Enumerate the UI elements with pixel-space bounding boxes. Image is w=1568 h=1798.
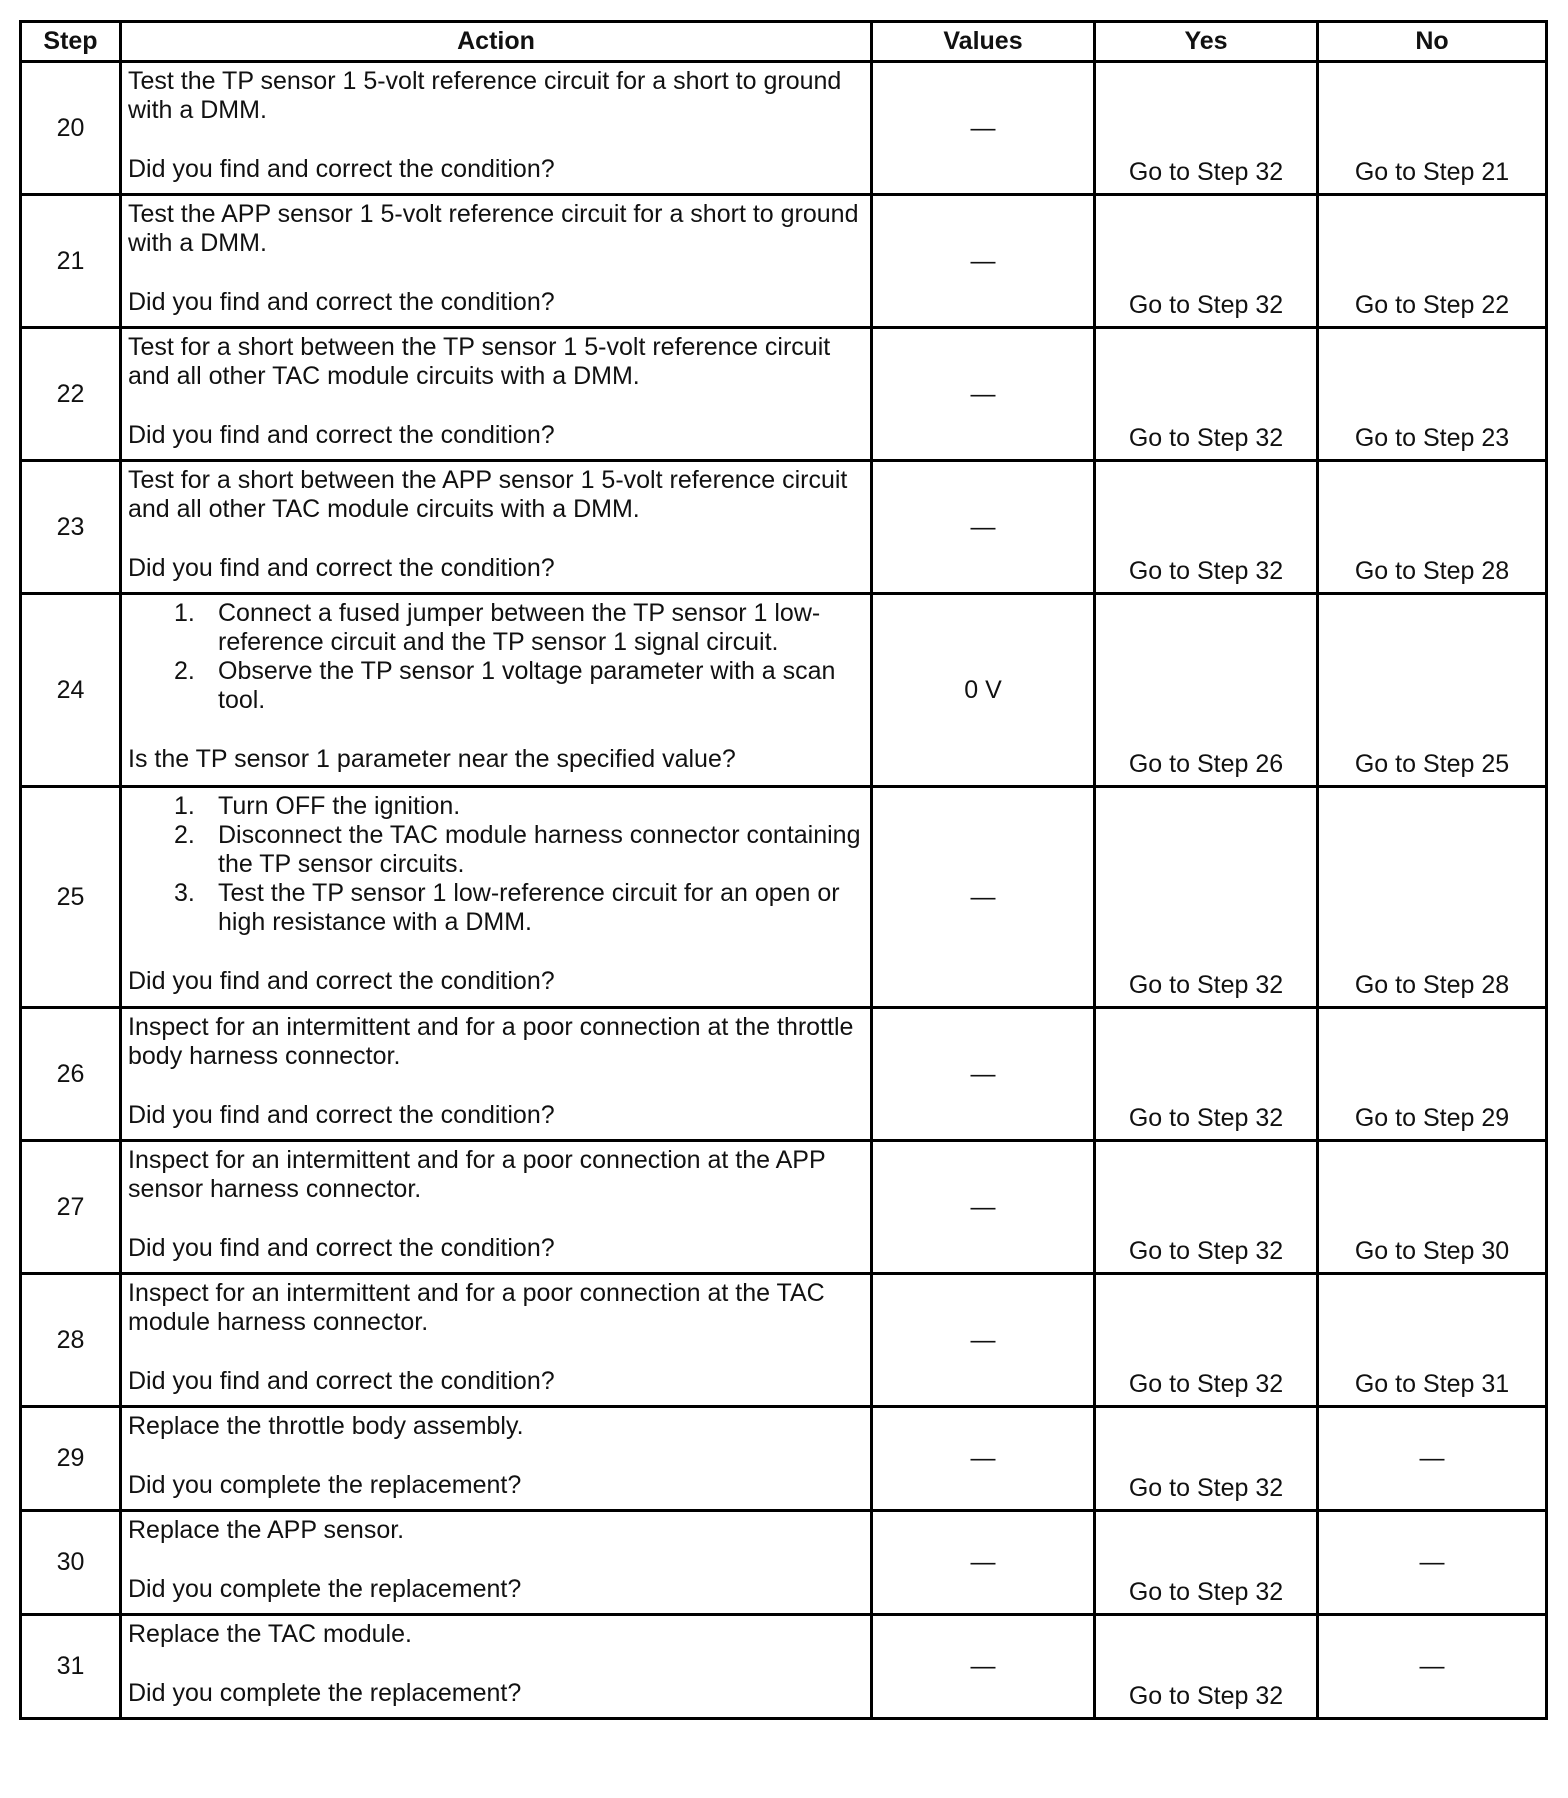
action-text: Test for a short between the APP sensor 1 5-volt reference circuit and all other TAC module circuits with a DMM. <box>128 466 848 523</box>
step-number: 24 <box>21 594 121 787</box>
no-cell: — <box>1318 1407 1547 1511</box>
value-cell: — <box>872 1615 1095 1719</box>
no-cell: Go to Step 31 <box>1318 1274 1547 1407</box>
action-cell <box>121 461 872 594</box>
action-question: Did you find and correct the condition? <box>128 155 555 183</box>
value-cell: 0 V <box>872 594 1095 787</box>
action-text: Replace the TAC module. <box>128 1620 412 1648</box>
action-question: Did you find and correct the condition? <box>128 421 555 449</box>
step-number: 29 <box>21 1407 121 1511</box>
action-text: Replace the APP sensor. <box>128 1516 405 1544</box>
yes-cell: Go to Step 32 <box>1095 328 1318 461</box>
step-number: 20 <box>21 62 121 195</box>
step-number: 31 <box>21 1615 121 1719</box>
action-step-item: Disconnect the TAC module harness connector containing the TP sensor circuits. <box>218 821 861 878</box>
no-cell: Go to Step 28 <box>1318 461 1547 594</box>
action-question: Did you complete the replacement? <box>128 1471 522 1499</box>
action-cell <box>121 1407 872 1511</box>
table-row <box>21 1141 1547 1274</box>
yes-cell: Go to Step 32 <box>1095 1141 1318 1274</box>
action-question: Did you find and correct the condition? <box>128 1101 555 1129</box>
header-step: Step <box>21 22 121 62</box>
header-no: No <box>1318 22 1547 62</box>
action-question: Did you find and correct the condition? <box>128 1234 555 1262</box>
table-row <box>21 787 1547 1008</box>
diagnostic-table <box>19 20 1548 1720</box>
action-question: Is the TP sensor 1 parameter near the specified value? <box>128 745 736 773</box>
action-cell <box>121 62 872 195</box>
value-cell: — <box>872 461 1095 594</box>
step-number: 21 <box>21 195 121 328</box>
yes-cell: Go to Step 32 <box>1095 1407 1318 1511</box>
action-step-item: Observe the TP sensor 1 voltage parameter with a scan tool. <box>218 657 836 714</box>
value-cell: — <box>872 328 1095 461</box>
table-row <box>21 461 1547 594</box>
table-row <box>21 195 1547 328</box>
action-question: Did you complete the replacement? <box>128 1575 522 1603</box>
action-step-item: Connect a fused jumper between the TP sensor 1 low-reference circuit and the TP sensor 1 signal circuit. <box>218 599 821 656</box>
table-row <box>21 62 1547 195</box>
action-text: Test the TP sensor 1 5-volt reference circuit for a short to ground with a DMM. <box>128 67 842 124</box>
action-steps-list <box>128 792 864 937</box>
action-cell <box>121 787 872 1008</box>
table-row <box>21 1407 1547 1511</box>
step-number: 26 <box>21 1008 121 1141</box>
action-cell <box>121 1615 872 1719</box>
yes-cell: Go to Step 32 <box>1095 1615 1318 1719</box>
action-cell <box>121 195 872 328</box>
no-cell: — <box>1318 1511 1547 1615</box>
yes-cell: Go to Step 32 <box>1095 62 1318 195</box>
header-yes: Yes <box>1095 22 1318 62</box>
value-cell: — <box>872 787 1095 1008</box>
no-cell: — <box>1318 1615 1547 1719</box>
value-cell: — <box>872 62 1095 195</box>
value-cell: — <box>872 1008 1095 1141</box>
yes-cell: Go to Step 32 <box>1095 1008 1318 1141</box>
action-text: Replace the throttle body assembly. <box>128 1412 524 1440</box>
yes-cell: Go to Step 32 <box>1095 1511 1318 1615</box>
no-cell: Go to Step 25 <box>1318 594 1547 787</box>
step-number: 30 <box>21 1511 121 1615</box>
yes-cell: Go to Step 32 <box>1095 1274 1318 1407</box>
action-step-item: Test the TP sensor 1 low-reference circuit for an open or high resistance with a DMM. <box>218 879 840 936</box>
value-cell: — <box>872 195 1095 328</box>
table-row <box>21 1274 1547 1407</box>
table-row <box>21 1008 1547 1141</box>
action-text: Inspect for an intermittent and for a poor connection at the throttle body harness connector. <box>128 1013 854 1070</box>
action-cell <box>121 328 872 461</box>
action-question: Did you complete the replacement? <box>128 1679 522 1707</box>
action-steps-list <box>128 599 864 715</box>
action-question: Did you find and correct the condition? <box>128 288 555 316</box>
yes-cell: Go to Step 26 <box>1095 594 1318 787</box>
action-text: Test for a short between the TP sensor 1 5-volt reference circuit and all other TAC module circuits with a DMM. <box>128 333 831 390</box>
step-number: 22 <box>21 328 121 461</box>
no-cell: Go to Step 22 <box>1318 195 1547 328</box>
action-question: Did you find and correct the condition? <box>128 554 555 582</box>
step-number: 23 <box>21 461 121 594</box>
yes-cell: Go to Step 32 <box>1095 461 1318 594</box>
action-cell <box>121 1274 872 1407</box>
action-text: Inspect for an intermittent and for a poor connection at the APP sensor harness connector. <box>128 1146 826 1203</box>
action-cell <box>121 1511 872 1615</box>
header-values: Values <box>872 22 1095 62</box>
action-cell <box>121 1141 872 1274</box>
no-cell: Go to Step 29 <box>1318 1008 1547 1141</box>
value-cell: — <box>872 1141 1095 1274</box>
table-row <box>21 1615 1547 1719</box>
value-cell: — <box>872 1274 1095 1407</box>
table-header-row <box>21 22 1547 62</box>
table-row <box>21 594 1547 787</box>
action-cell <box>121 1008 872 1141</box>
no-cell: Go to Step 23 <box>1318 328 1547 461</box>
step-number: 25 <box>21 787 121 1008</box>
header-action: Action <box>121 22 872 62</box>
value-cell: — <box>872 1511 1095 1615</box>
value-cell: — <box>872 1407 1095 1511</box>
yes-cell: Go to Step 32 <box>1095 195 1318 328</box>
table-row <box>21 328 1547 461</box>
no-cell: Go to Step 30 <box>1318 1141 1547 1274</box>
yes-cell: Go to Step 32 <box>1095 787 1318 1008</box>
action-step-item: Turn OFF the ignition. <box>218 792 461 820</box>
action-cell <box>121 594 872 787</box>
step-number: 27 <box>21 1141 121 1274</box>
step-number: 28 <box>21 1274 121 1407</box>
action-question: Did you find and correct the condition? <box>128 1367 555 1395</box>
no-cell: Go to Step 21 <box>1318 62 1547 195</box>
action-text: Inspect for an intermittent and for a poor connection at the TAC module harness connector. <box>128 1279 825 1336</box>
action-question: Did you find and correct the condition? <box>128 967 555 995</box>
table-row <box>21 1511 1547 1615</box>
no-cell: Go to Step 28 <box>1318 787 1547 1008</box>
action-text: Test the APP sensor 1 5-volt reference circuit for a short to ground with a DMM. <box>128 200 859 257</box>
